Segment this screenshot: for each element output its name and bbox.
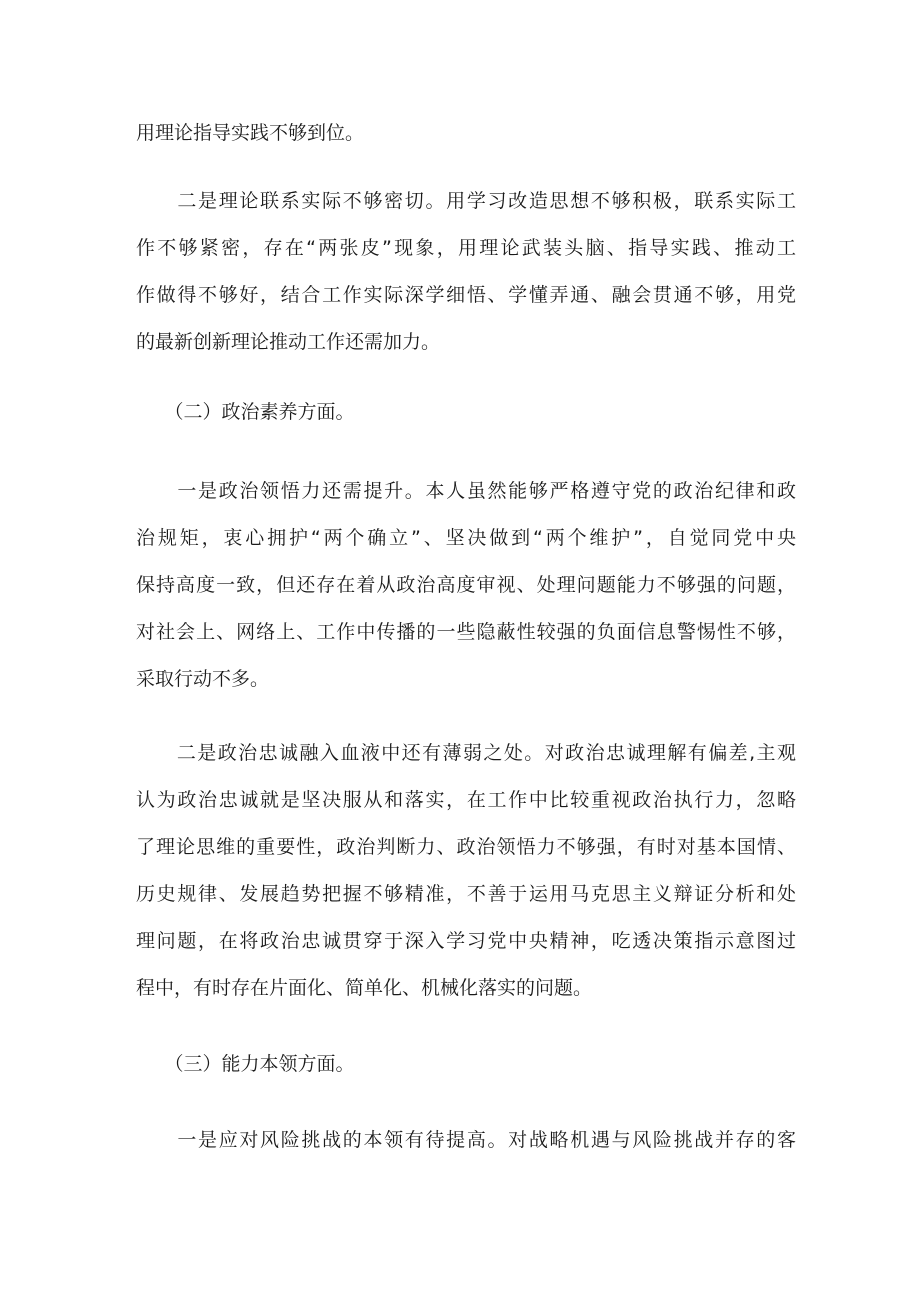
text-line-9: 保持高度一致，但还存在着从政治高度审视、处理问题能力不够强的问题，	[136, 574, 796, 596]
text-line-12: 二是政治忠诚融入血液中还有薄弱之处。对政治忠诚理解有偏差,主观	[136, 742, 796, 764]
section-heading-3: （三）能力本领方面。	[136, 1053, 355, 1075]
text-line-3: 作不够紧密，存在“两张皮”现象，用理论武装头脑、指导实践、推动工	[136, 237, 796, 259]
section-heading-2: （二）政治素养方面。	[136, 401, 355, 423]
text-line-16: 理问题，在将政治忠诚贯穿于深入学习党中央精神，吃透决策指示意图过	[136, 930, 796, 952]
text-line-19: 一是应对风险挑战的本领有待提高。对战略机遇与风险挑战并存的客	[136, 1129, 796, 1151]
text-line-13: 认为政治忠诚就是坚决服从和落实，在工作中比较重视政治执行力，忽略	[136, 789, 796, 811]
text-line-14: 了理论思维的重要性，政治判断力、政治领悟力不够强，有时对基本国情、	[136, 836, 796, 858]
text-line-5: 的最新创新理论推动工作还需加力。	[136, 331, 441, 353]
text-line-15: 历史规律、发展趋势把握不够精准，不善于运用马克思主义辩证分析和处	[136, 883, 796, 905]
text-line-2: 二是理论联系实际不够密切。用学习改造思想不够积极，联系实际工	[136, 190, 796, 212]
text-line-11: 采取行动不多。	[136, 668, 270, 690]
text-line-1: 用理论指导实践不够到位。	[136, 122, 365, 144]
text-line-17: 程中，有时存在片面化、简单化、机械化落实的问题。	[136, 977, 593, 999]
text-line-7: 一是政治领悟力还需提升。本人虽然能够严格遵守党的政治纪律和政	[136, 480, 796, 502]
text-line-8: 治规矩，衷心拥护“两个确立”、坚决做到“两个维护”，自觉同党中央	[136, 527, 796, 549]
text-line-10: 对社会上、网络上、工作中传播的一些隐蔽性较强的负面信息警惕性不够，	[136, 621, 796, 643]
text-line-4: 作做得不够好，结合工作实际深学细悟、学懂弄通、融会贯通不够，用党	[136, 284, 796, 306]
